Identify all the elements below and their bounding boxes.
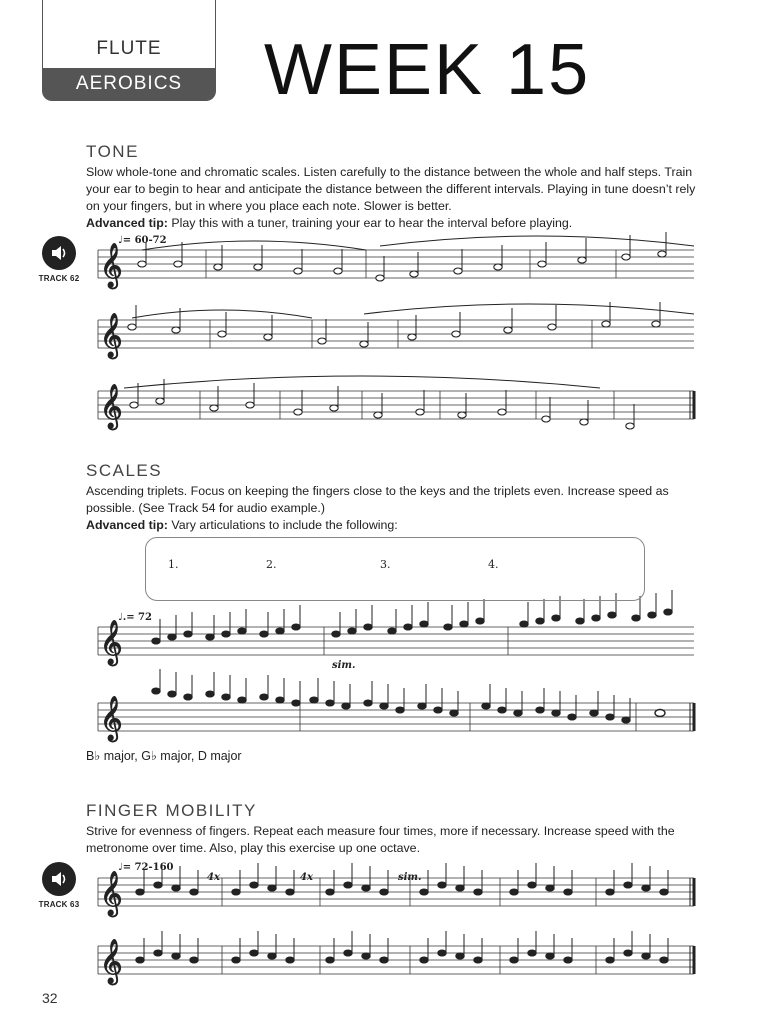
note-head — [590, 710, 598, 716]
finger-tempo: ♩= 72-160 — [118, 862, 174, 873]
note-head — [606, 957, 614, 963]
note-head — [210, 405, 218, 411]
note-head — [542, 416, 550, 422]
note-head — [260, 694, 268, 700]
note-head — [222, 631, 230, 637]
track-63[interactable] — [34, 862, 84, 909]
scales-keys: B♭ major, G♭ major, D major — [86, 749, 242, 763]
note-head — [360, 341, 368, 347]
note-head — [294, 409, 302, 415]
note-head — [622, 717, 630, 723]
treble-clef: 𝄞 — [100, 243, 123, 287]
note-head — [420, 621, 428, 627]
note-head — [154, 950, 162, 956]
note-head — [564, 889, 572, 895]
note-head — [138, 261, 146, 267]
finger-sim: sim. — [398, 872, 422, 883]
note-head — [564, 957, 572, 963]
note-head — [438, 950, 446, 956]
note-head — [218, 331, 226, 337]
note-head — [608, 612, 616, 618]
treble-clef: 𝄞 — [100, 313, 123, 357]
note-head — [576, 618, 584, 624]
finger-heading: FINGER MOBILITY — [86, 801, 257, 820]
note-head — [136, 957, 144, 963]
note-head — [222, 694, 230, 700]
tab-title-aerobics: AEROBICS — [43, 68, 215, 100]
note-head — [528, 882, 536, 888]
note-head — [292, 700, 300, 706]
note-head — [546, 953, 554, 959]
note-head — [206, 634, 214, 640]
note-head — [264, 334, 272, 340]
note-head — [510, 889, 518, 895]
page-number: 32 — [42, 990, 58, 1006]
note-head — [310, 697, 318, 703]
treble-clef: 𝄞 — [100, 384, 123, 428]
treble-clef: 𝄞 — [100, 620, 123, 664]
note-head — [156, 398, 164, 404]
slur — [124, 376, 600, 388]
note-head — [652, 321, 660, 327]
note-head — [326, 889, 334, 895]
note-head — [294, 268, 302, 274]
note-head — [520, 621, 528, 627]
note-head — [410, 271, 418, 277]
speaker-icon[interactable] — [42, 862, 76, 896]
scales-tip-label: Advanced tip: — [86, 518, 168, 532]
note-head — [238, 628, 246, 634]
note-head — [268, 953, 276, 959]
note-head — [362, 953, 370, 959]
note-head — [552, 615, 560, 621]
artic-label-1: 1. — [168, 558, 179, 571]
note-head — [416, 409, 424, 415]
note-head — [332, 631, 340, 637]
note-head — [276, 697, 284, 703]
note-head — [326, 957, 334, 963]
note-head — [344, 882, 352, 888]
note-head — [334, 268, 342, 274]
note-head — [250, 950, 258, 956]
note-head — [648, 612, 656, 618]
note-head — [418, 703, 426, 709]
note-head — [420, 889, 428, 895]
note-head — [344, 950, 352, 956]
note-head — [172, 953, 180, 959]
note-head — [238, 697, 246, 703]
note-head — [388, 628, 396, 634]
note-head — [474, 889, 482, 895]
slur — [364, 304, 694, 314]
note-head — [174, 261, 182, 267]
note-head — [172, 327, 180, 333]
note-head — [606, 889, 614, 895]
track-62-label: TRACK 62 — [38, 274, 80, 283]
note-head — [622, 254, 630, 260]
note-head — [476, 618, 484, 624]
note-head — [396, 707, 404, 713]
note-head — [374, 412, 382, 418]
note-head — [420, 957, 428, 963]
note-head — [154, 882, 162, 888]
note-head — [642, 885, 650, 891]
note-head — [452, 331, 460, 337]
artic-label-3: 3. — [380, 558, 391, 571]
note-head — [190, 889, 198, 895]
scales-paragraph — [86, 483, 706, 534]
finger-paragraph — [86, 823, 706, 857]
note-head — [250, 882, 258, 888]
note-head — [168, 634, 176, 640]
tone-tip-label: Advanced tip: — [86, 216, 168, 230]
treble-clef: 𝄞 — [100, 696, 123, 740]
note-head — [292, 624, 300, 630]
note-head — [364, 700, 372, 706]
note-head — [632, 615, 640, 621]
note-head — [592, 615, 600, 621]
note-head — [504, 327, 512, 333]
finger-body: Strive for evenness of fingers. Repeat each measure four times, more if necessary. Increase speed with the metronome over time. Also, play this exercise up one octave. — [86, 824, 675, 855]
finger-repeat-1: 4x — [207, 872, 220, 883]
note-head — [276, 628, 284, 634]
note-head — [624, 882, 632, 888]
note-head — [626, 423, 634, 429]
note-head — [408, 334, 416, 340]
tone-heading: TONE — [86, 142, 139, 161]
artic-label-2: 2. — [266, 558, 277, 571]
note-head — [380, 703, 388, 709]
whole-note — [655, 710, 665, 717]
note-head — [664, 609, 672, 615]
note-head — [578, 257, 586, 263]
artic-label-4: 4. — [488, 558, 499, 571]
note-head — [536, 707, 544, 713]
note-head — [362, 885, 370, 891]
slur — [142, 241, 366, 250]
note-head — [380, 957, 388, 963]
note-head — [444, 624, 452, 630]
note-head — [128, 324, 136, 330]
note-head — [460, 621, 468, 627]
track-63-label: TRACK 63 — [38, 900, 80, 909]
note-head — [568, 714, 576, 720]
note-head — [482, 703, 490, 709]
note-head — [254, 264, 262, 270]
note-head — [190, 957, 198, 963]
note-head — [528, 950, 536, 956]
note-head — [514, 710, 522, 716]
note-head — [660, 889, 668, 895]
slur — [380, 236, 694, 246]
note-head — [318, 338, 326, 344]
tone-body: Slow whole-tone and chromatic scales. Listen carefully to the distance between the whole and half steps. Train your ear to begin to hear and anticipate the distance between the different intervals. Playing in tune doesn’t rely on your fingers, but in where you place each note. Slower is better. — [86, 165, 696, 213]
scales-heading: SCALES — [86, 461, 163, 480]
note-head — [326, 700, 334, 706]
note-head — [458, 412, 466, 418]
note-head — [168, 691, 176, 697]
note-head — [232, 957, 240, 963]
note-head — [624, 950, 632, 956]
note-head — [546, 885, 554, 891]
note-head — [454, 268, 462, 274]
articulation-box — [145, 537, 645, 601]
note-head — [580, 419, 588, 425]
scales-tip-text: Vary articulations to include the following: — [167, 518, 398, 532]
treble-clef: 𝄞 — [100, 871, 123, 915]
note-head — [172, 885, 180, 891]
note-head — [642, 953, 650, 959]
scales-sim: sim. — [332, 660, 356, 671]
tone-tempo: ♩= 60-72 — [118, 235, 167, 246]
note-head — [606, 714, 614, 720]
note-head — [286, 889, 294, 895]
finger-repeat-2: 4x — [300, 872, 313, 883]
tab-title-flute: FLUTE — [96, 38, 162, 59]
note-head — [494, 264, 502, 270]
note-head — [474, 957, 482, 963]
note-head — [538, 261, 546, 267]
note-head — [404, 624, 412, 630]
note-head — [342, 703, 350, 709]
note-head — [246, 402, 254, 408]
note-head — [660, 957, 668, 963]
note-head — [536, 618, 544, 624]
note-head — [152, 638, 160, 644]
note-head — [498, 409, 506, 415]
tone-tip-text: Play this with a tuner, training your ear to hear the interval before playing. — [167, 216, 573, 230]
note-head — [136, 889, 144, 895]
slur — [132, 310, 312, 318]
note-head — [364, 624, 372, 630]
treble-clef: 𝄞 — [100, 939, 123, 983]
note-head — [548, 324, 556, 330]
note-head — [348, 628, 356, 634]
note-head — [214, 264, 222, 270]
note-head — [658, 251, 666, 257]
note-head — [130, 402, 138, 408]
note-head — [380, 889, 388, 895]
note-head — [456, 953, 464, 959]
note-head — [450, 710, 458, 716]
note-head — [510, 957, 518, 963]
note-head — [232, 889, 240, 895]
note-head — [330, 405, 338, 411]
note-head — [184, 631, 192, 637]
note-head — [260, 631, 268, 637]
page-title: WEEK 15 — [264, 30, 591, 110]
note-head — [456, 885, 464, 891]
note-head — [184, 694, 192, 700]
note-head — [152, 688, 160, 694]
note-head — [602, 321, 610, 327]
note-head — [438, 882, 446, 888]
scales-tempo: ♩.= 72 — [118, 612, 152, 623]
note-head — [206, 691, 214, 697]
note-head — [286, 957, 294, 963]
note-head — [268, 885, 276, 891]
scales-body: Ascending triplets. Focus on keeping the fingers close to the keys and the triplets even. Increase speed as possible. (See Track 54 for audio example.) — [86, 484, 669, 515]
note-head — [552, 710, 560, 716]
note-head — [376, 275, 384, 281]
note-head — [434, 707, 442, 713]
note-head — [498, 707, 506, 713]
